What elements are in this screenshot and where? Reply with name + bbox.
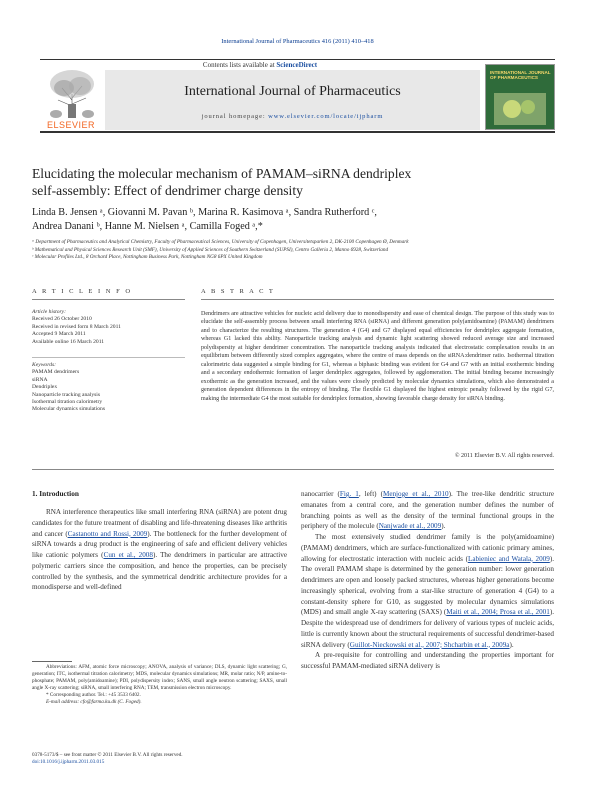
keyword-item: PAMAM dendrimers xyxy=(32,369,80,376)
journal-title: International Journal of Pharmaceutics xyxy=(184,84,401,99)
issn-line xyxy=(32,752,332,766)
contents-prefix: Contents lists available at xyxy=(202,61,277,69)
citation-link[interactable]: Labieniec and Watala, 2009 xyxy=(467,554,550,563)
affiliation-a: ᵃ Department of Pharmaceutics and Analytical Chemistry, Faculty of Pharmaceutical Sciences, University of Copenhagen, Universitetsparken 2, DK-2100 Copenhagen Ø, Denmark xyxy=(32,239,409,245)
authors-line-1: Linda B. Jensen ᵃ, Giovanni M. Pavan ᵇ, Marina R. Kasimova ᵃ, Sandra Rutherford ᶜ, xyxy=(32,207,377,218)
journal-homepage xyxy=(105,113,480,120)
affiliations xyxy=(32,239,562,262)
cover-title: INTERNATIONAL JOURNAL OF PHARMACEUTICS xyxy=(490,70,551,80)
author-list xyxy=(32,206,562,234)
copyright: © 2011 Elsevier B.V. All rights reserved. xyxy=(454,453,554,459)
keyword-item: siRNA xyxy=(32,376,48,383)
history-item: Received 26 October 2010 xyxy=(32,316,92,323)
citation-link[interactable]: Menjoge et al., 2010 xyxy=(382,490,449,498)
homepage-prefix: journal homepage: xyxy=(201,113,269,120)
corresponding-author: * Corresponding author. Tel.: +45 3533 6402. xyxy=(46,692,141,698)
header-band xyxy=(105,70,480,130)
text-run: ). Despite the widespread use of dendrimers for delivery of various types of nucleic acids, little is currently known about the structural requirements of successful dendrimer-based siRNA delivery ( xyxy=(301,608,554,649)
intro-paragraph-1 xyxy=(32,507,287,593)
keywords xyxy=(32,362,185,414)
text-run: ). The bottleneck for the further development of siRNA towards a drug product is the engineering of safe and efficient delivery vehicles like cationic polymers ( xyxy=(32,529,287,559)
intro-paragraph-last: A pre-requisite for controlling and understanding the properties important for successful PAMAM-mediated siRNA delivery is xyxy=(301,651,554,670)
journal-cover-thumbnail xyxy=(485,64,555,130)
text-run: ). The tree-like dendritic structure emanates from a central core, and the generation number defines the number of branching points as well as the density of the terminal functional groups in the periphery of the molecule ( xyxy=(301,490,554,531)
abstract-rule-bottom xyxy=(32,469,554,470)
sciencedirect-link[interactable]: ScienceDirect xyxy=(276,61,318,69)
article-info-rule xyxy=(32,299,185,300)
header-divider-top xyxy=(40,59,555,60)
citation-link[interactable]: Nanjwade et al., 2009 xyxy=(378,522,442,531)
citation-link[interactable]: Guillot-Nieckowski et al., 2007; Shcharbin et al., 2009a xyxy=(349,640,510,649)
text-run: nanocarrier ( xyxy=(301,490,340,498)
abbreviations: Abbreviations: AFM, atomic force microscopy; ANOVA, analysis of variance; DLS, dynamic light scattering; G, generation; ITC, isothermal titration calorimetry; MDS, molecular dynamics simulations; MR, molar ratio; N/P, amine-to-phosphate; PAMAM, poly(amidoamine); PDI, polydispersity index; SANS, small angle neutron scattering; SAXS, small angle X-ray scattering; siRNA, small interfering RNA; TEM, transmission electron microscopy. xyxy=(32,664,287,691)
text-run: ). The dendrimers in particular are attractive polymeric carriers since the composition, and hence the properties, can be precisely controlled by the synthesis, and the symmetrical dendritic architecture provides for a monodisperse and well-defined xyxy=(32,551,287,592)
keywords-label: Keywords: xyxy=(32,362,57,368)
text-run: ). xyxy=(509,640,514,649)
article-info-rule-mid xyxy=(32,357,185,358)
keyword-item: Dendriplex xyxy=(32,384,58,391)
journal-reference: International Journal of Pharmaceutics 416 (2011) 410–418 xyxy=(221,38,374,45)
text-run: The most extensively studied dendrimer family is the poly(amidoamine) (PAMAM) dendrimers, which are surface-functionalized with cationic primary amines, allowing for electrostatic interaction with nucleic acids ( xyxy=(301,533,554,563)
publisher-wordmark: ELSEVIER xyxy=(46,120,96,130)
history-item: Received in revised form 8 March 2011 xyxy=(32,323,121,330)
authors-line-2: Andrea Danani ᵇ, Hanne M. Nielsen ᵃ, Camilla Foged ᵃ,* xyxy=(32,221,263,232)
history-item: Available online 16 March 2011 xyxy=(32,338,105,345)
abstract-text: Dendrimers are attractive vehicles for nucleic acid delivery due to monodispersity and ease of chemical design. The purpose of this study was to elucidate the self-assembly process between small interfering RNA (siRNA) and different generation poly(amidoamine) (PAMAM) dendrimers and to characterize the resulting structures. The generation 4 (G4) and G7 displayed equal efficiencies for dendriplex aggregate formation, whereas G1 lacked this ability. Nanoparticle tracking analysis and dynamic light scattering showed reduced average size and increased polydispersity at higher dendrimer concentration. The nanoparticle tracking analysis indicated that electrostatic complexation results in an equilibrium between differently sized complex aggregates, where the centre of mass depends on the siRNA:dendrimer ratio. Isothermal titration calorimetric data suggested a simple binding for G1, whereas a biphasic binding was evident for G4 and G7 with an initial exothermic binding and a secondary endothermic formation of larger dendriplex aggregates, followed by agglomeration. The initial binding became increasingly exothermic as the generation increased, and the values were closely predicted by molecular dynamics simulations, which also demonstrated a generation dependent differences in the entropy of binding. The flexible G1 displayed the highest entropic penalty followed by the rigid G7, making the intermediate G4 the most suitable for dendriplex formation, showing favorable charge density for siRNA binding. xyxy=(201,311,554,402)
doi-link[interactable]: doi:10.1016/j.ijpharm.2011.03.015 xyxy=(32,759,105,765)
contents-line xyxy=(40,61,480,69)
history-label: Article history: xyxy=(32,309,67,315)
text-run: RNA interference therapeutics like small interfering RNA (siRNA) are potent drug candidates for the future treatment of disabling and life-threatening diseases like arthritis and cancer ( xyxy=(32,508,287,538)
citation-link[interactable]: Cun et al., 2008 xyxy=(103,551,153,559)
history-item: Accepted 9 March 2011 xyxy=(32,331,86,338)
footnote-rule xyxy=(32,661,72,662)
affiliation-b: ᵇ Mathematical and Physical Sciences Research Unit (SMF), University of Applied Sciences of Southern Switzerland (SUPSI), Centro Galleria 2, Manno 6928, Switzerland xyxy=(32,246,389,253)
cover-image-icon xyxy=(494,93,546,125)
article-info-heading: A R T I C L E I N F O xyxy=(32,288,133,295)
citation-link[interactable]: Maiti et al., 2004; Prosa et al., 2001 xyxy=(446,608,550,617)
text-run: ). xyxy=(441,522,446,531)
header-divider-bottom xyxy=(40,131,555,133)
abstract-heading: A B S T R A C T xyxy=(201,288,275,295)
keyword-item: Isothermal titration calorimetry xyxy=(32,399,103,406)
homepage-link[interactable]: www.elsevier.com/locate/ijpharm xyxy=(268,113,384,120)
article-title xyxy=(32,165,552,199)
issn: 0378-5173/$ – see front matter © 2011 Elsevier B.V. All rights reserved. xyxy=(32,752,183,758)
email-address: E-mail address: cfo@farma.ku.dk (C. Foged). xyxy=(46,699,142,705)
article-history xyxy=(32,309,185,346)
keyword-item: Nanoparticle tracking analysis xyxy=(32,391,101,398)
keyword-item: Molecular dynamics simulations xyxy=(32,406,106,413)
footnotes xyxy=(32,664,287,706)
intro-right-column xyxy=(301,489,554,672)
abstract-rule-top xyxy=(201,299,554,300)
title-line-1: Elucidating the molecular mechanism of PAMAM–siRNA dendriplex xyxy=(32,166,412,181)
section-heading-introduction: 1. Introduction xyxy=(32,489,79,498)
text-run: ). The overall PAMAM shape is determined by the generation number: lower generation dendrimers are open and loosely packed structures, whereas higher generations become increasingly spherical, evolving from a star-like structure of generation 4 (G4) to a constant-density sphere for G10, as suggested by molecular dynamics simulations (MDS) and small angle X-ray scattering (SAXS) ( xyxy=(301,554,554,617)
title-line-2: self-assembly: Effect of dendrimer charge density xyxy=(32,183,303,198)
figure-link[interactable]: Fig. 1 xyxy=(339,490,359,498)
affiliation-c: ᶜ Molecular Profiles Ltd., 8 Orchard Place, Nottingham Business Park, Nottingham NG8 6PX United Kingdom xyxy=(32,254,263,261)
elsevier-tree-logo xyxy=(44,66,100,120)
citation-link[interactable]: Castanotto and Rossi, 2009 xyxy=(67,529,148,538)
text-run: , left) ( xyxy=(358,490,383,498)
